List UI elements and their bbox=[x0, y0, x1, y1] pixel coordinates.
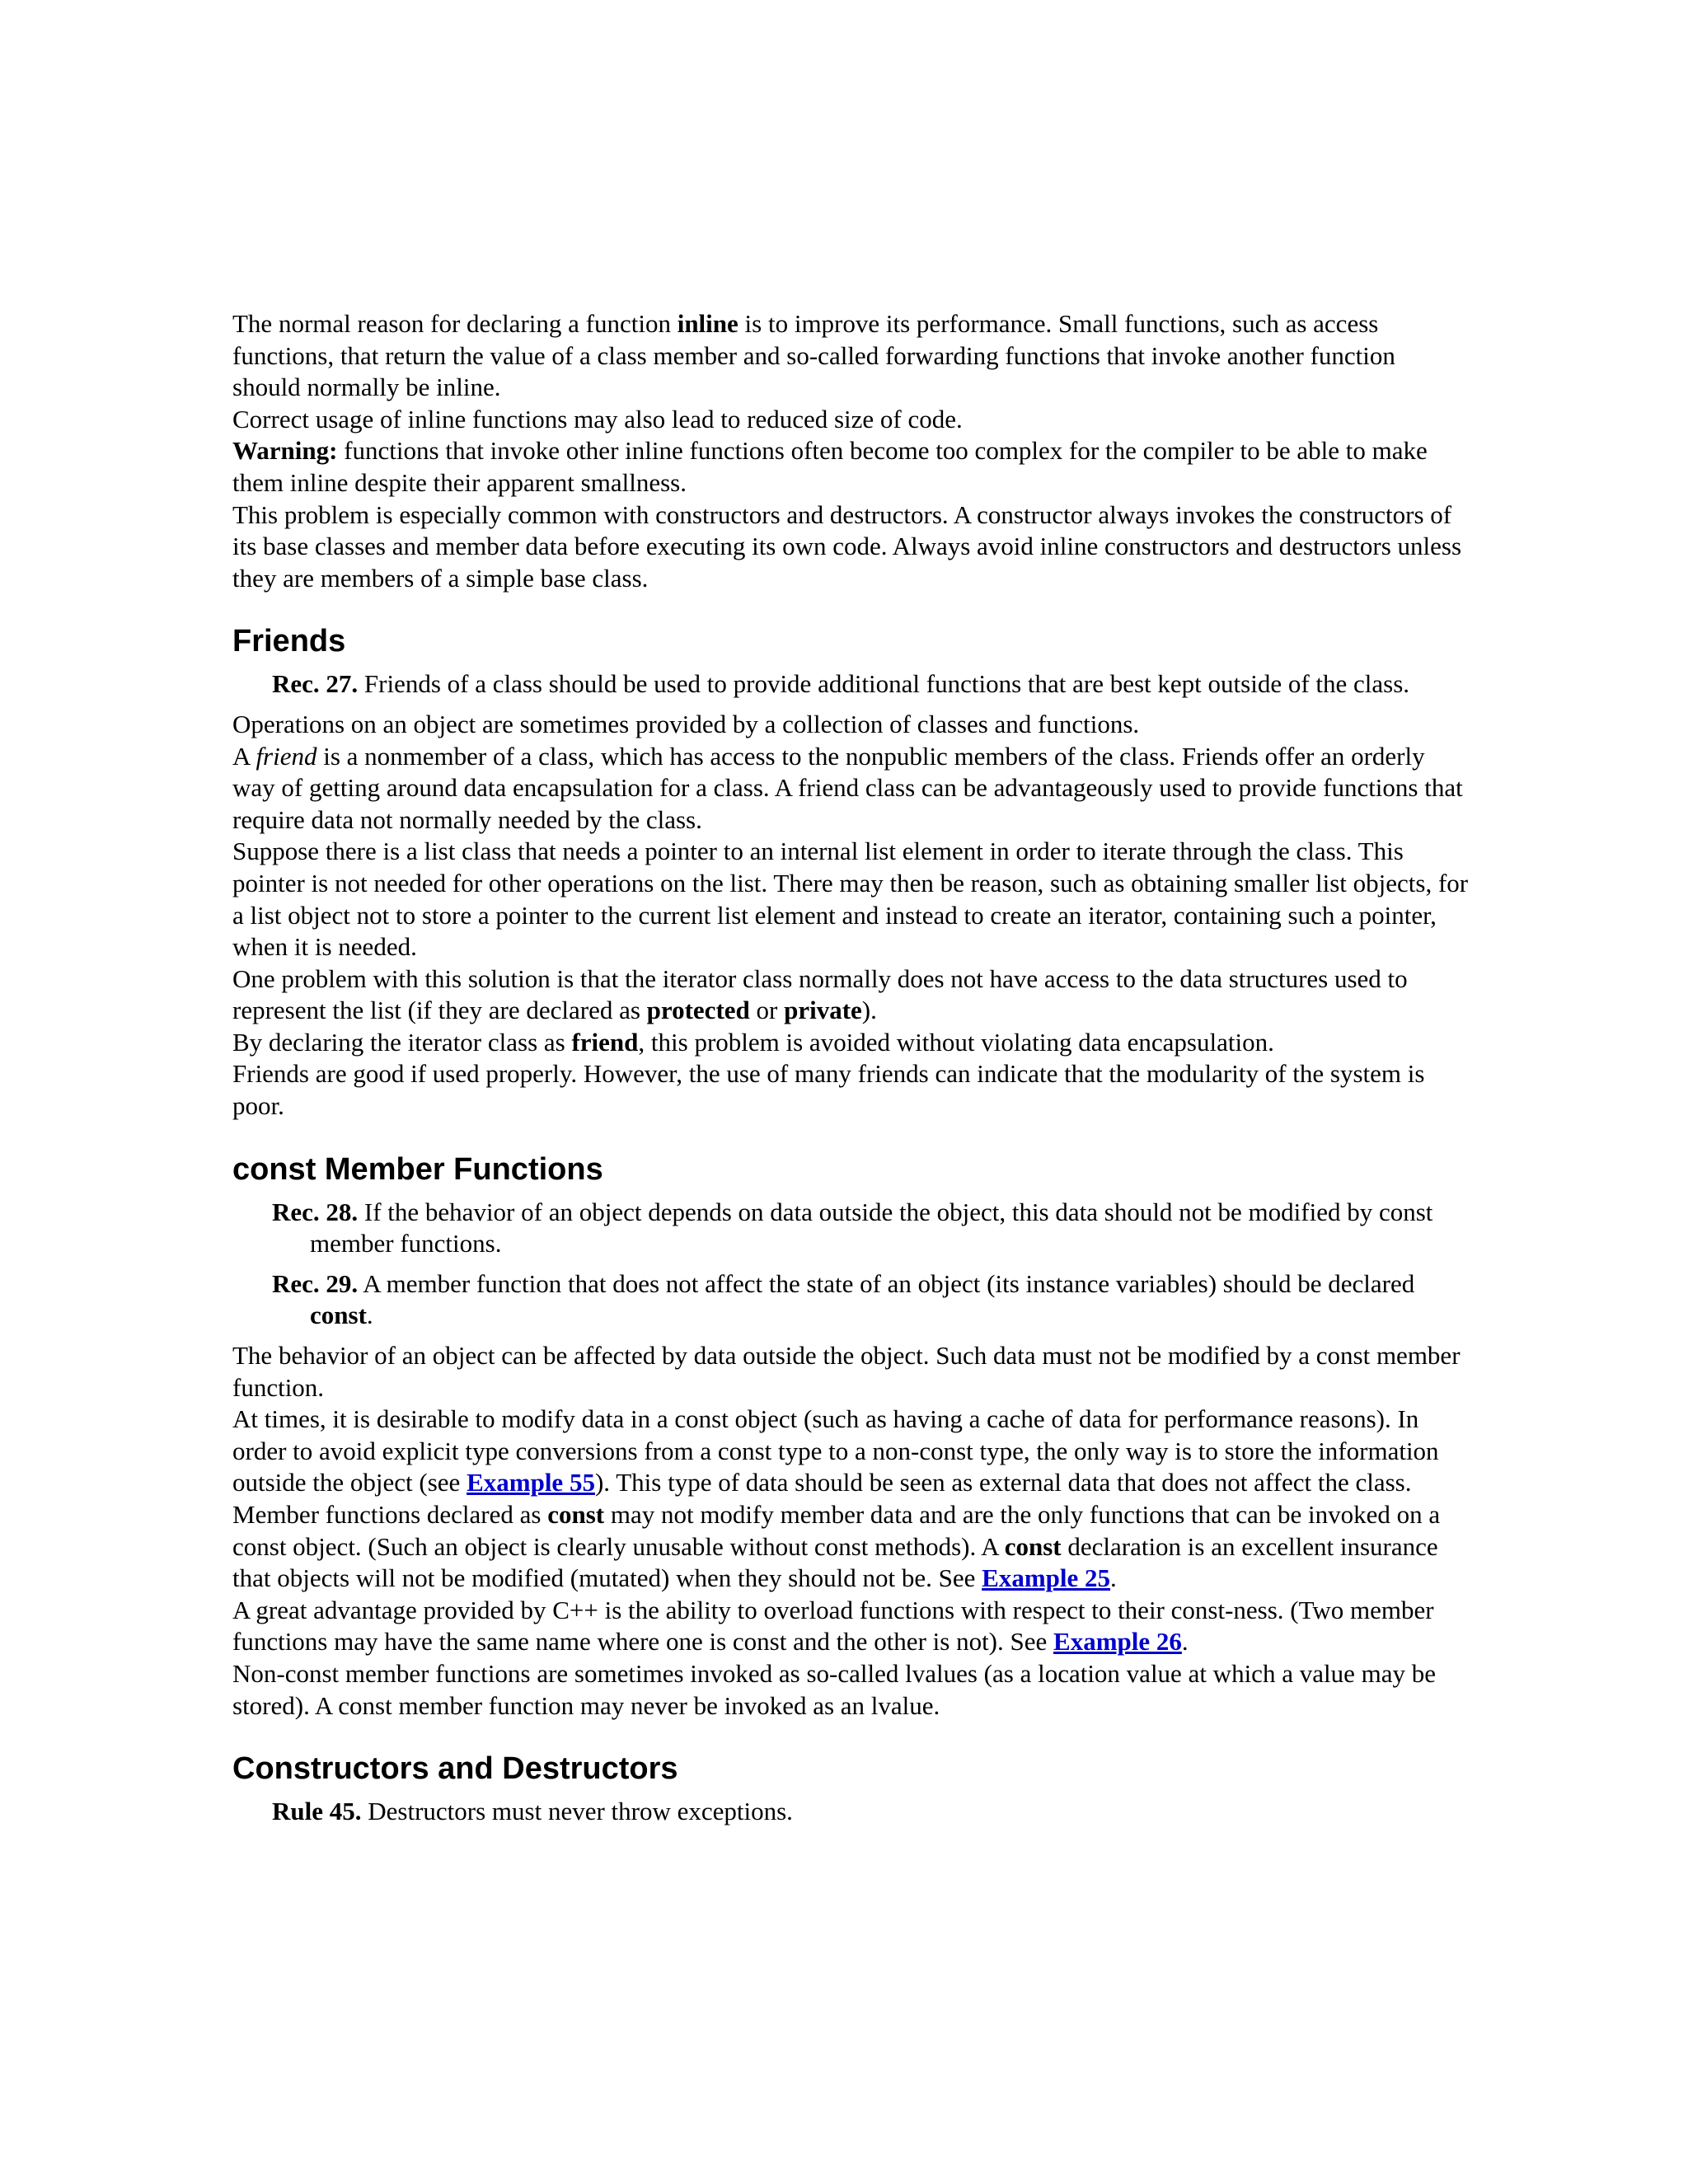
rec-28: Rec. 28. If the behavior of an object depends on data outside the object, this data should not be modified by const member functions. bbox=[272, 1197, 1433, 1258]
paragraph-const-overload: A great advantage provided by C++ is the ability to overload functions with respect to their const-ness. (Two member functions may have the same name where one is const and the other is not). See Example 26. bbox=[232, 1595, 1434, 1657]
paragraph-constructors-inline: This problem is especially common with constructors and destructors. A constructor always invokes the constructors of its base classes and member data before executing its own code. Always avoid inline constructors and destructors unless they are members of a simple base class. bbox=[232, 499, 1462, 593]
rec-27-label: Rec. 27. bbox=[272, 669, 359, 699]
link-example-55[interactable]: Example 55 bbox=[467, 1468, 595, 1497]
paragraph-const-declaration: Member functions declared as const may not modify member data and are the only functions that can be invoked on a const object. (Such an object is clearly unusable without const methods). A const declaration is an excellent insurance that objects will not be modified (mutated) when they should not be. See Example 25. bbox=[232, 1500, 1441, 1593]
paragraph-warning: Warning: functions that invoke other inline functions often become too complex for the compiler to be able to make them inline despite their apparent smallness. bbox=[232, 436, 1428, 497]
rec-29: Rec. 29. A member function that does not affect the state of an object (its instance variables) should be declared const. bbox=[272, 1268, 1415, 1330]
paragraph-inline-size: Correct usage of inline functions may also lead to reduced size of code. bbox=[232, 404, 963, 434]
heading-friends: Friends bbox=[232, 624, 346, 659]
paragraph-iterator-problem: One problem with this solution is that the iterator class normally does not have access to the data structures used to represent the list (if they are declared as protected or private). bbox=[232, 963, 1408, 1025]
link-example-26[interactable]: Example 26 bbox=[1053, 1627, 1182, 1657]
paragraph-const-behavior: The behavior of an object can be affected by data outside the object. Such data must not be modified by a const member function. bbox=[232, 1341, 1461, 1402]
paragraph-friend-definition: A friend is a nonmember of a class, which has access to the nonpublic members of the class. Friends offer an orderly way of getting around data encapsulation for a class. A friend class can be advantageously used to provide functions that require data not normally needed by the class. bbox=[232, 741, 1463, 834]
heading-const-member-functions: const Member Functions bbox=[232, 1151, 603, 1187]
heading-constructors-destructors: Constructors and Destructors bbox=[232, 1751, 678, 1787]
keyword-inline: inline bbox=[677, 309, 738, 338]
rec-29-label: Rec. 29. bbox=[272, 1268, 359, 1298]
paragraph-friends-modularity: Friends are good if used properly. However, the use of many friends can indicate that the modularity of the system is poor. bbox=[232, 1059, 1425, 1121]
rec-27: Rec. 27. Friends of a class should be used to provide additional functions that are best kept outside of the class. bbox=[272, 669, 1410, 699]
rule-45: Rule 45. Destructors must never throw exceptions. bbox=[272, 1797, 793, 1826]
term-friend: friend bbox=[256, 741, 317, 771]
rule-45-label: Rule 45. bbox=[272, 1797, 362, 1826]
document-page bbox=[232, 308, 1469, 1828]
paragraph-friend-solution: By declaring the iterator class as friend, this problem is avoided without violating data encapsulation. bbox=[232, 1027, 1274, 1057]
paragraph-inline-reason: The normal reason for declaring a function inline is to improve its performance. Small functions, such as access functions, that return the value of a class member and so-called forwarding functions that invoke another function should normally be inline. bbox=[232, 309, 1395, 402]
rec-28-label: Rec. 28. bbox=[272, 1197, 359, 1226]
paragraph-friends-operations: Operations on an object are sometimes provided by a collection of classes and functions. bbox=[232, 709, 1140, 738]
paragraph-const-cache: At times, it is desirable to modify data in a const object (such as having a cache of data for performance reasons). In order to avoid explicit type conversions from a const type to a non-const type, the only way is to store the information outside the object (see Example 55). This type of data should be seen as external data that does not affect the class. bbox=[232, 1404, 1439, 1497]
paragraph-lvalues: Non-const member functions are sometimes invoked as so-called lvalues (as a location value at which a value may be stored). A const member function may never be invoked as an lvalue. bbox=[232, 1658, 1436, 1720]
link-example-25[interactable]: Example 25 bbox=[982, 1563, 1111, 1593]
warning-label: Warning: bbox=[232, 436, 338, 466]
paragraph-list-iterator: Suppose there is a list class that needs a pointer to an internal list element in order to iterate through the class. This pointer is not needed for other operations on the list. There may then be reason, such as obtaining smaller list objects, for a list object not to store a pointer to the current list element and instead to create an iterator, containing such a pointer, when it is needed. bbox=[232, 837, 1469, 962]
